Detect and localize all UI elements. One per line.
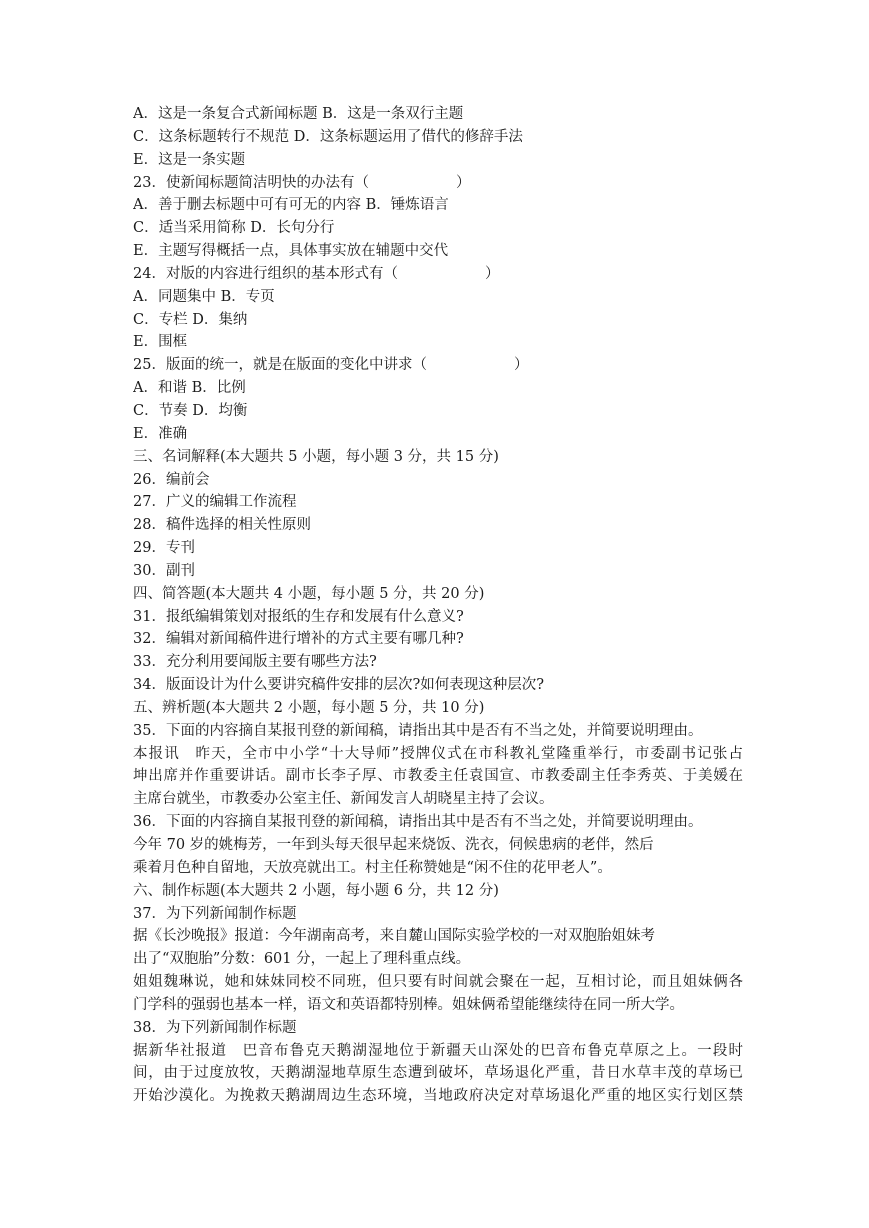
- section-heading-3: 三、名词解释(本大题共 5 小题，每小题 3 分，共 15 分): [133, 448, 499, 465]
- news-excerpt-line: 据新华社报道 巴音布鲁克天鹅湖湿地位于新疆天山深处的巴音布鲁克草原之上。一段时: [133, 1042, 743, 1059]
- question-32: 32．编辑对新闻稿件进行增补的方式主要有哪几种?: [133, 631, 464, 648]
- option-line: C．专栏 D．集纳: [133, 311, 248, 328]
- question-31: 31．报纸编辑策划对报纸的生存和发展有什么意义?: [133, 608, 464, 625]
- question-35: 35．下面的内容摘自某报刊登的新闻稿，请指出其中是否有不当之处，并简要说明理由。: [133, 722, 703, 739]
- question-36: 36．下面的内容摘自某报刊登的新闻稿，请指出其中是否有不当之处，并简要说明理由。: [133, 814, 703, 831]
- option-line: E．这是一条实题: [133, 151, 246, 168]
- news-excerpt-line: 今年 70 岁的姚梅芳，一年到头每天很早起来烧饭、洗衣，伺候患病的老伴，然后: [133, 837, 654, 853]
- option-line: A．同题集中 B．专页: [133, 288, 275, 305]
- question-34: 34．版面设计为什么要讲究稿件安排的层次?如何表现这种层次?: [133, 677, 544, 694]
- news-excerpt-line: 出了“双胞胎”分数：601 分，一起上了理科重点线。: [133, 951, 471, 968]
- option-line: E．准确: [133, 425, 188, 442]
- question-26: 26．编前会: [133, 471, 210, 488]
- option-line: E．主题写得概括一点，具体事实放在辅题中交代: [133, 243, 449, 260]
- news-excerpt-line: 姐姐魏琳说，她和妹妹同校不同班，但只要有时间就会聚在一起，互相讨论，而且姐妹俩各: [133, 974, 743, 991]
- option-line: C．节奏 D．均衡: [133, 402, 248, 419]
- section-heading-4: 四、简答题(本大题共 4 小题，每小题 5 分，共 20 分): [133, 585, 485, 602]
- question-33: 33．充分利用要闻版主要有哪些方法?: [133, 654, 377, 671]
- question-27: 27．广义的编辑工作流程: [133, 494, 297, 511]
- section-heading-5: 五、辨析题(本大题共 2 小题，每小题 5 分，共 10 分): [133, 699, 485, 716]
- section-heading-6: 六、制作标题(本大题共 2 小题，每小题 6 分，共 12 分): [133, 882, 499, 899]
- question-25: 25．版面的统一，就是在版面的变化中讲求（ ）: [133, 357, 529, 374]
- news-excerpt-line: 主席台就坐，市教委办公室主任、新闻发言人胡晓星主持了会议。: [133, 791, 554, 808]
- question-28: 28．稿件选择的相关性原则: [133, 517, 311, 534]
- option-line: A．这是一条复合式新闻标题 B．这是一条双行主题: [133, 106, 464, 122]
- question-37: 37．为下列新闻制作标题: [133, 905, 297, 922]
- option-line: A．善于删去标题中可有可无的内容 B．锤炼语言: [133, 197, 449, 214]
- option-line: A．和谐 B．比例: [133, 380, 246, 397]
- question-30: 30．副刊: [133, 562, 195, 579]
- news-excerpt-line: 门学科的强弱也基本一样，语文和英语都特别棒。姐妹俩希望能继续待在同一所大学。: [133, 996, 684, 1013]
- news-excerpt-line: 本报讯 昨天，全市中小学“十大导师”授牌仪式在市科教礼堂隆重举行，市委副书记张占: [133, 745, 743, 762]
- news-excerpt-line: 坤出席并作重要讲话。副市长李子厚、市教委主任袁国宣、市教委副主任李秀英、于美媛在: [133, 768, 743, 785]
- question-29: 29．专刊: [133, 540, 195, 557]
- question-24: 24．对版的内容进行组织的基本形式有（ ）: [133, 265, 500, 282]
- news-excerpt-line: 间，由于过度放牧，天鹅湖湿地草原生态遭到破坏，草场退化严重，昔日水草丰茂的草场已: [133, 1065, 743, 1082]
- news-excerpt-line: 乘着月色种自留地，天放亮就出工。村主任称赞她是“闲不住的花甲老人”。: [133, 859, 612, 876]
- question-23: 23．使新闻标题简洁明快的办法有（ ）: [133, 174, 471, 191]
- question-38: 38．为下列新闻制作标题: [133, 1019, 297, 1036]
- document-body: [133, 103, 743, 1108]
- option-line: C．这条标题转行不规范 D．这条标题运用了借代的修辞手法: [133, 128, 523, 145]
- news-excerpt-line: 开始沙漠化。为挽救天鹅湖周边生态环境，当地政府决定对草场退化严重的地区实行划区禁: [133, 1088, 743, 1105]
- option-line: E．围框: [133, 334, 188, 351]
- option-line: C．适当采用简称 D．长句分行: [133, 220, 335, 237]
- news-excerpt-line: 据《长沙晚报》报道：今年湖南高考，来自麓山国际实验学校的一对双胞胎姐妹考: [133, 928, 655, 945]
